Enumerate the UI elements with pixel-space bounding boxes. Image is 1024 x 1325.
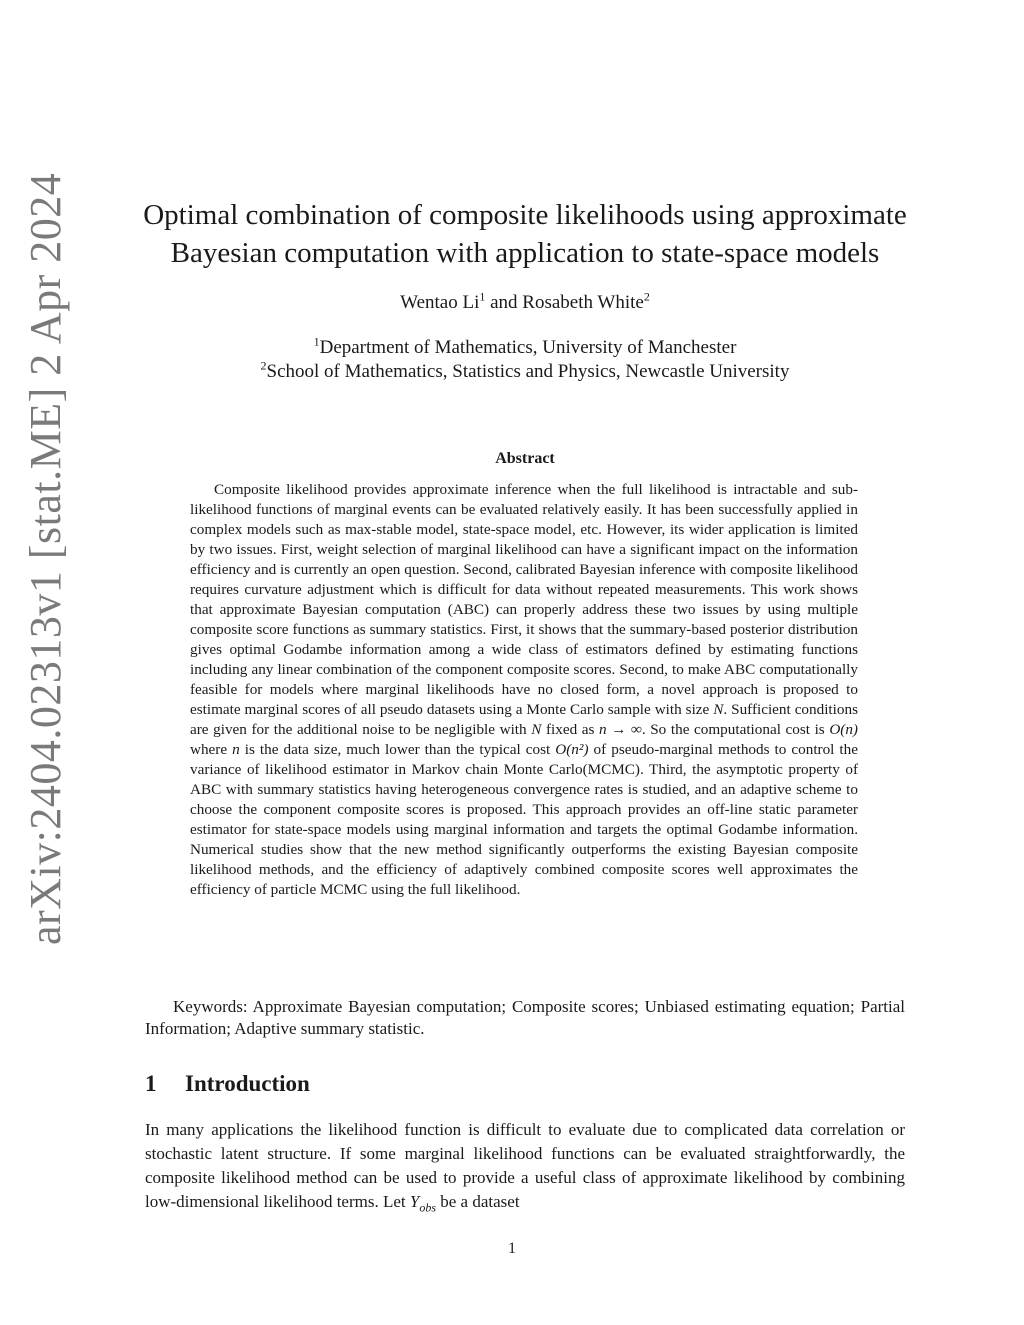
- author-1-affil-marker: 1: [479, 289, 486, 304]
- abstract-text: is the data size, much lower than the typical cost: [239, 741, 556, 758]
- title-line-1: Optimal combination of composite likelihoods using approximate: [143, 199, 907, 231]
- section-title: Introduction: [185, 1071, 310, 1096]
- keywords-paragraph: Keywords: Approximate Bayesian computation; Composite scores; Unbiased estimating equation; Partial Information; Adaptive summary statistic.: [145, 997, 905, 1038]
- section-number: 1: [145, 1071, 157, 1096]
- abstract-text: Composite likelihood provides approximate inference when the full likelihood is intractable and sub-likelihood functions of marginal events can be evaluated relatively easily. It has been successfully applied in complex models such as max-stable model, state-space model, etc. However, its wider application is limited by two issues. First, weight selection of marginal likelihood can have a significant impact on the information efficiency and is currently an open question. Second, calibrated Bayesian inference with composite likelihood requires curvature adjustment which is difficult for data without repeated measurements. This work shows that approximate Bayesian computation (ABC) can properly address these two issues by using multiple composite score functions as summary statistics. First, it shows that the summary-based posterior distribution gives optimal Godambe information among a wide class of estimators defined by estimating functions including any linear combination of the component composite scores. Second, to make ABC computationally feasible for models where marginal likelihoods have no closed form, a novel approach is proposed to estimate marginal scores of all pseudo datasets using a Monte Carlo sample with size: [190, 481, 858, 718]
- abstract-math: n → ∞: [599, 721, 642, 738]
- affiliation-2-text: School of Mathematics, Statistics and Physics, Newcastle University: [266, 361, 790, 382]
- abstract-math: O(n): [829, 721, 858, 738]
- affiliation-1-text: Department of Mathematics, University of Manchester: [319, 337, 737, 358]
- paper-title: [120, 196, 930, 272]
- author-1-name: Wentao Li: [400, 292, 480, 313]
- author-list: [120, 289, 930, 314]
- abstract-text: of pseudo-marginal methods to control the variance of likelihood estimator in Markov chain Monte Carlo(MCMC). Third, the asymptotic property of ABC with summary statistics having heterogeneous convergence rates is studied, and an adaptive scheme to choose the component composite scores is proposed. This approach provides an off-line static parameter estimator for state-space models using marginal information and targets the optimal Godambe information. Numerical studies show that the new method significantly outperforms the existing Bayesian composite likelihood methods, and the efficiency of adaptively combined composite scores well approximates the efficiency of particle MCMC using the full likelihood.: [190, 741, 858, 898]
- section-heading-introduction: [145, 1071, 310, 1097]
- introduction-paragraph: [145, 1118, 905, 1219]
- abstract-math: N: [713, 701, 724, 718]
- affiliation-list: [120, 336, 930, 384]
- affiliation-1-marker: 1: [313, 334, 320, 349]
- page-number: 1: [508, 1240, 516, 1257]
- intro-math: Y: [409, 1192, 420, 1211]
- intro-math-subscript: obs: [419, 1200, 437, 1215]
- abstract-text: fixed as: [541, 721, 600, 738]
- affiliation-1: [120, 336, 930, 360]
- affiliation-2-marker: 2: [260, 358, 267, 373]
- author-2-affil-marker: 2: [643, 289, 650, 304]
- intro-text: In many applications the likelihood function is difficult to evaluate due to complicated data correlation or stochastic latent structure. If some marginal likelihood functions can be evaluated straightforwardly, the composite likelihood method can be used to provide a useful class of approximate likelihood by combining low-dimensional likelihood terms. Let: [145, 1120, 905, 1211]
- abstract-text: where: [190, 741, 233, 758]
- arxiv-identifier-stamp: arXiv:2404.02313v1 [stat.ME] 2 Apr 2024: [21, 172, 70, 945]
- abstract-math: N: [531, 721, 542, 738]
- intro-text: be a dataset: [436, 1192, 520, 1211]
- abstract-math: n: [232, 741, 240, 758]
- abstract-text: . Sufficient conditions are given for the additional noise to be negligible with: [190, 701, 858, 738]
- abstract-body: [190, 480, 858, 900]
- author-2-name: Rosabeth White: [522, 292, 644, 313]
- author-conjunction: and: [490, 292, 518, 313]
- title-line-2: Bayesian computation with application to state-space models: [170, 237, 880, 269]
- abstract-math: O(n²): [555, 741, 589, 758]
- abstract-heading: Abstract: [495, 450, 555, 467]
- abstract-text: . So the computational cost is: [641, 721, 830, 738]
- affiliation-2: [120, 360, 930, 384]
